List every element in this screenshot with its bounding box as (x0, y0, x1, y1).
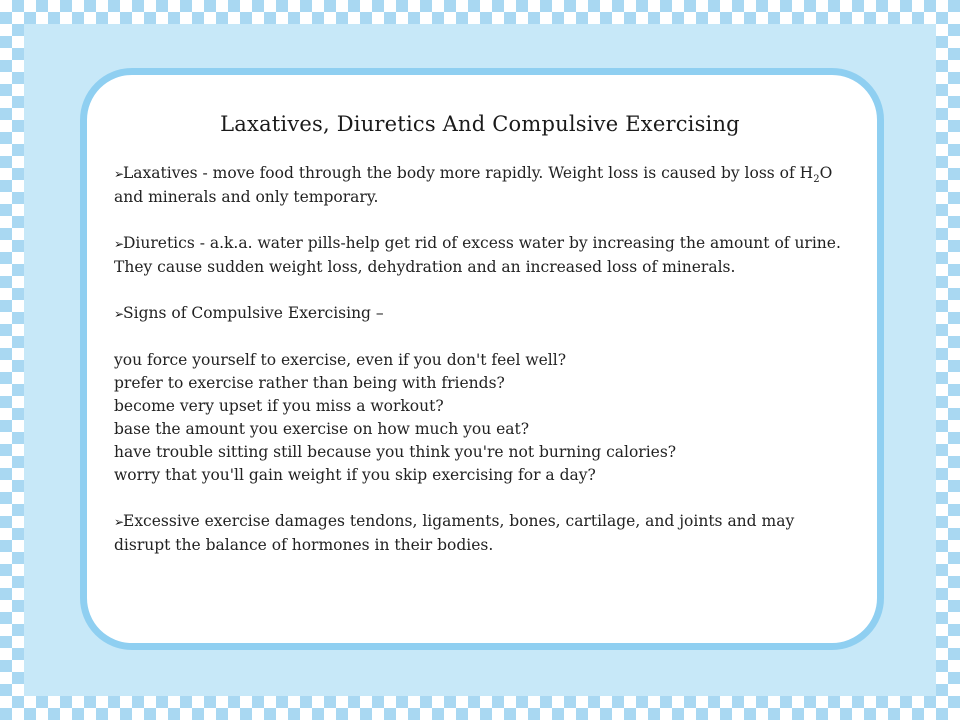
bullet-excessive-exercise (114, 510, 849, 557)
bullet-excessive-text: Excessive exercise damages tendons, ligaments, bones, cartilage, and joints and may disrupt the balance of hormones in their bodies. (114, 512, 795, 554)
signs-list (114, 349, 849, 487)
bullet-arrow-icon: ➢ (114, 307, 125, 321)
sign-line: prefer to exercise rather than being with friends? (114, 374, 505, 392)
bullet-compulsive-signs-text: Signs of Compulsive Exercising – (123, 304, 384, 322)
sign-line: base the amount you exercise on how much you eat? (114, 420, 530, 438)
bullet-diuretics (114, 232, 849, 279)
bullet-laxatives (114, 162, 849, 209)
subscript-2: 2 (813, 174, 820, 186)
bullet-arrow-icon: ➢ (114, 167, 125, 181)
slide-body (114, 162, 849, 580)
bullet-laxatives-text-a: Laxatives - move food through the body more rapidly. Weight loss is caused by loss of H (123, 164, 814, 182)
sign-line: have trouble sitting still because you think you're not burning calories? (114, 443, 677, 461)
bullet-compulsive-signs (114, 302, 849, 326)
bullet-arrow-icon: ➢ (114, 515, 125, 529)
sign-line: become very upset if you miss a workout? (114, 397, 444, 415)
slide-title: Laxatives, Diuretics And Compulsive Exercising (220, 112, 740, 136)
bullet-laxatives-text-b: O and minerals and only temporary. (114, 164, 833, 206)
sign-line: you force yourself to exercise, even if you don't feel well? (114, 351, 567, 369)
bullet-arrow-icon: ➢ (114, 237, 125, 251)
bullet-diuretics-text: Diuretics - a.k.a. water pills-help get rid of excess water by increasing the amount of urine. They cause sudden weight loss, dehydration and an increased loss of minerals. (114, 234, 841, 276)
sign-line: worry that you'll gain weight if you skip exercising for a day? (114, 466, 596, 484)
